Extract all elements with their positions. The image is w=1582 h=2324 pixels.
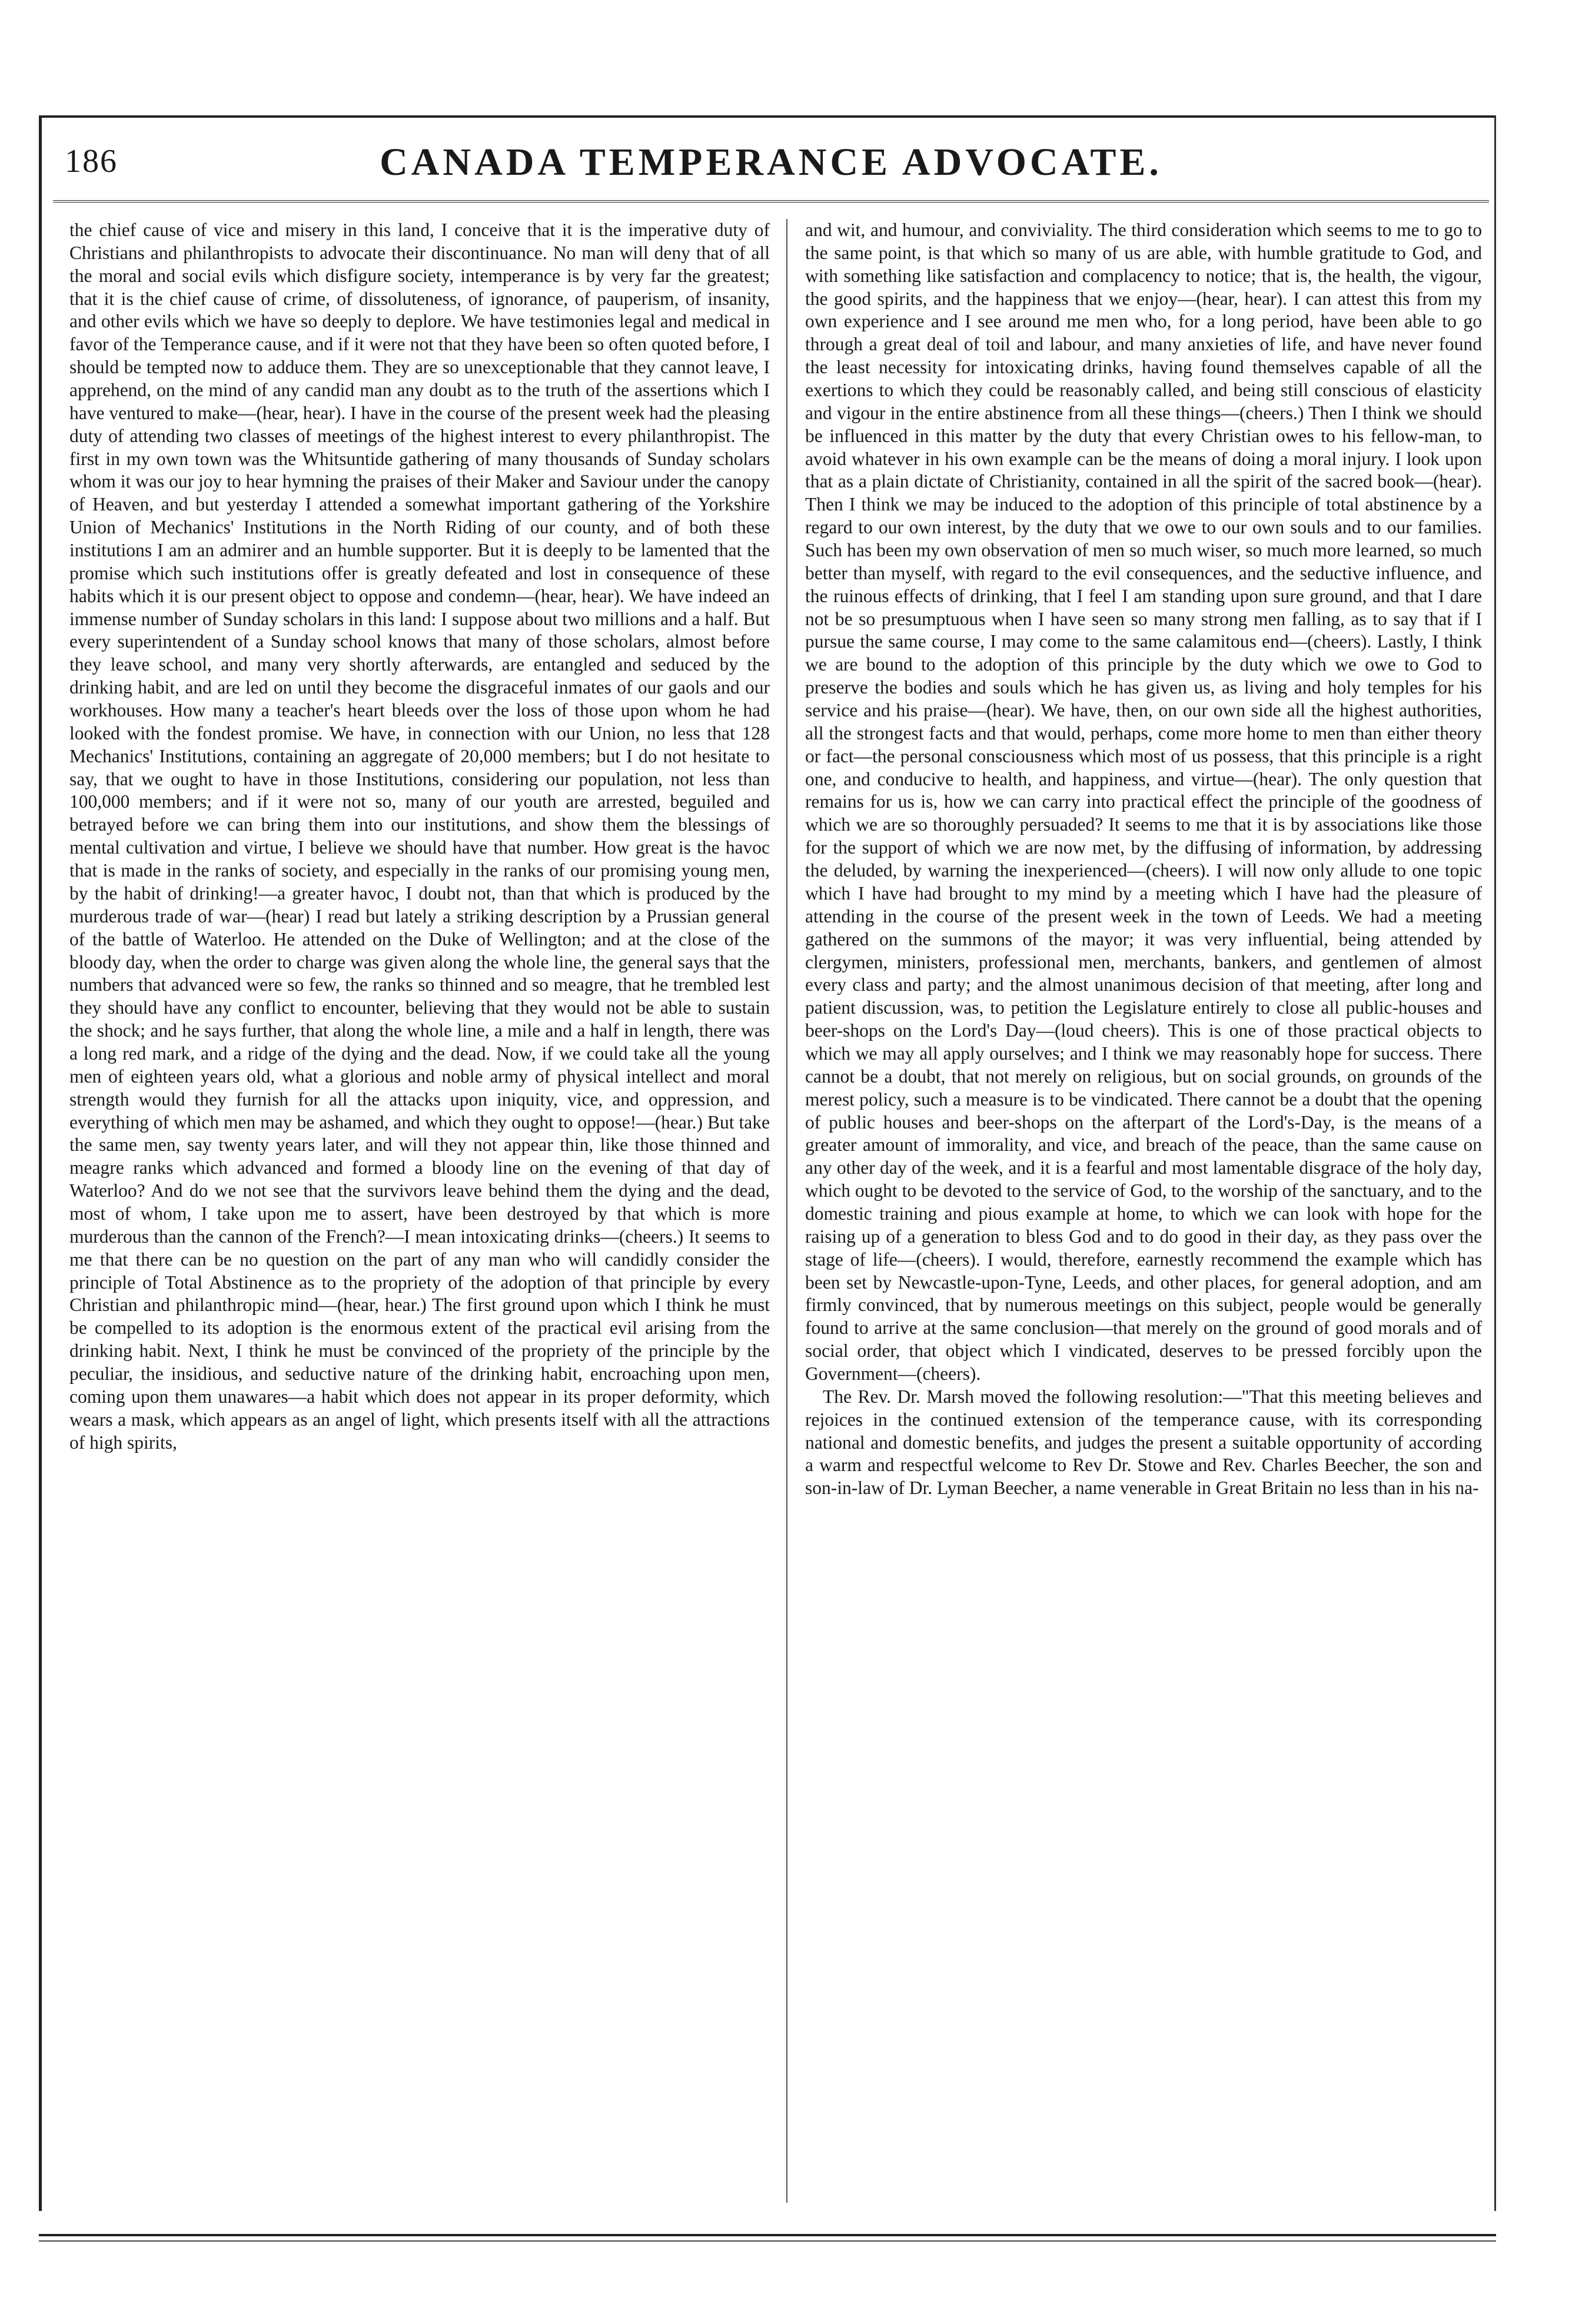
right-column [805,219,1482,2203]
journal-title: CANADA TEMPERANCE ADVOCATE. [380,141,1162,184]
right-column-paragraph-1: and wit, and humour, and conviviality. The third consideration which seems to me to go to the same point, is that which so many of us are able, with humble gratitude to God, and with something like satisfaction and complacency to notice; that is, the health, the vigour, the good spirits, and the happiness that we enjoy—(hear, hear). I can attest this from my own experience and I see around me men who, for a long period, have been able to go through a great deal of toil and labour, and many anxieties of life, and have never found the least necessity for intoxicating drinks, having found themselves capable of all the exertions to which they could be reasonably called, and being still conscious of elasticity and vigour in the entire abstinence from all these things—(cheers.) Then I think we should be influenced in this matter by the duty that every Christian owes to his fellow-man, to avoid whatever in his own example can be the means of doing a moral injury. I look upon that as a plain dictate of Christianity, contained in all the spirit of the sacred book—(hear). Then I think we may be induced to the adoption of this principle of total abstinence by a regard to our own interest, by the duty that we owe to our own souls and to our families. Such has been my own observation of men so much wiser, so much more learned, so much better than myself, with regard to the evil consequences, and the seductive influence, and the ruinous effects of drinking, that I feel I am standing upon sure ground, and that I dare not be so presumptuous when I have seen so many strong men falling, as to say that if I pursue the same course, I may come to the same calamitous end—(cheers). Lastly, I think we are bound to the adoption of this principle by the duty which we owe to God to preserve the bodies and souls which he has given us, as living and holy temples for his service and his praise—(hear). We have, then, on our own side all the highest authorities, all the strongest facts and that would, perhaps, come more home to men than either theory or fact—the personal consciousness which most of us possess, that this principle is a right one, and conducive to health, and happiness, and virtue—(hear). The only question that remains for us is, how we can carry into practical effect the principle of the goodness of which we are so thoroughly persuaded? It seems to me that it is by associations like those for the support of which we are now met, by the diffusing of information, by addressing the deluded, by warning the inexperienced—(cheers). I will now only allude to one topic which I have had brought to my mind by a meeting which I have had the pleasure of attending in the course of the present week in the town of Leeds. We had a meeting gathered on the summons of the mayor; it was very influential, being attended by clergymen, ministers, professional men, merchants, bankers, and gentlemen of almost every class and party; and the almost unanimous decision of that meeting, after long and patient discussion, was, to petition the Legislature entirely to close all public-houses and beer-shops on the Lord's Day—(loud cheers). This is one of those practical objects to which we may all apply ourselves; and I think we may reasonably hope for success. There cannot be a doubt, that not merely on religious, but on social grounds, on grounds of the merest policy, such a measure is to be vindicated. There cannot be a doubt that the opening of public houses and beer-shops on the afterpart of the Lord's-Day, is the means of a greater amount of immorality, and vice, and breach of the peace, than the same cause on any other day of the week, and it is a fearful and most lamentable disgrace of the holy day, which ought to be devoted to the service of God, to the worship of the sanctuary, and to the domestic training and pious example at home, to which we can look with hope for the raising up of a generation to bless God and to do good in their day, as they pass over the stage of life—(cheers). I would, therefore, earnestly recommend the example which has been set by Newcastle-upon-Tyne, Leeds, and other places, for general adoption, and am firmly convinced, that by numerous meetings on this subject, people would be generally found to arrive at the same conclusion—that merely on the ground of good morals and of social order, that object which I vindicated, deserves to be pressed forcibly upon the Government—(cheers). [805,220,1482,1384]
right-column-paragraph-2: The Rev. Dr. Marsh moved the following resolution:—"That this meeting believes and rejoices in the continued extension of the temperance cause, with its corresponding national and domestic benefits, and judges the present a suitable opportunity of according a warm and respectful welcome to Rev Dr. Stowe and Rev. Charles Beecher, the son and son-in-law of Dr. Lyman Beecher, a name venerable in Great Britain no less than in his na- [805,1386,1482,1499]
page-number: 186 [65,143,118,180]
bottom-rule [39,2234,1496,2236]
left-column-text: the chief cause of vice and misery in this land, I conceive that it is the imperative duty of Christians and philanthropists to advocate their discontinuance. No man will deny that of all the moral and social evils which disfigure society, intemperance is by very far the greatest; that it is the chief cause of crime, of dissoluteness, of ignorance, of pauperism, of insanity, and other evils which we have so deeply to deplore. We have testimonies legal and medical in favor of the Temperance cause, and if it were not that they have been so often quoted before, I should be tempted now to adduce them. They are so unexceptionable that they cannot leave, I apprehend, on the mind of any candid man any doubt as to the truth of the assertions which I have ventured to make—(hear, hear). I have in the course of the present week had the pleasing duty of attending two classes of meetings of the highest interest to every philanthropist. The first in my own town was the Whitsuntide gathering of many thousands of Sunday scholars whom it was our joy to hear hymning the praises of their Maker and Saviour under the canopy of Heaven, and but yesterday I attended a somewhat important gathering of the Yorkshire Union of Mechanics' Institutions in the North Riding of our county, and of both these institutions I am an admirer and an humble supporter. But it is deeply to be lamented that the promise which such institutions offer is greatly defeated and lost in consequence of these habits which it is our present object to oppose and condemn—(hear, hear). We have indeed an immense number of Sunday scholars in this land: I suppose about two millions and a half. But every superintendent of a Sunday school knows that many of those scholars, almost before they leave school, and many very shortly afterwards, are entangled and seduced by the drinking habit, and are led on until they become the disgraceful inmates of our gaols and our workhouses. How many a teacher's heart bleeds over the loss of those upon whom he had looked with the fondest promise. We have, in connection with our Union, no less that 128 Mechanics' Institutions, containing an aggregate of 20,000 members; but I do not hesitate to say, that we ought to have in those Institutions, considering our population, not less than 100,000 members; and if it were not so, many of our youth are arrested, beguiled and betrayed before we can bring them into our institutions, and show them the blessings of mental cultivation and virtue, I believe we should have that number. How great is the havoc that is made in the ranks of society, and especially in the ranks of our promising young men, by the habit of drinking!—a greater havoc, I doubt not, than that which is produced by the murderous trade of war—(hear) I read but lately a striking description by a Prussian general of the battle of Waterloo. He attended on the Duke of Wellington; and at the close of the bloody day, when the order to charge was given along the whole line, the general says that the numbers that advanced were so few, the ranks so thinned and so meagre, that he trembled lest they should have any conflict to encounter, believing that they would not be able to sustain the shock; and he says further, that along the whole line, a mile and a half in length, there was a long red mark, and a ridge of the dying and the dead. Now, if we could take all the young men of eighteen years old, what a glorious and noble army of physical intellect and moral strength would they furnish for all the attacks upon iniquity, vice, and oppression, and everything of which men may be ashamed, and which they ought to oppose!—(hear.) But take the same men, say twenty years later, and will they not appear thin, like those thinned and meagre ranks which advanced and formed a bloody line on the evening of that day of Waterloo? And do we not see that the survivors leave behind them the dying and the dead, most of whom, I take upon me to assert, have been destroyed by that which is more murderous than the cannon of the French?—I mean intoxicating drinks—(cheers.) It seems to me that there can be no question on the part of any man who will candidly consider the principle of Total Abstinence as to the propriety of the adoption of that principle by every Christian and philanthropic mind—(hear, hear.) The first ground upon which I think he must be compelled to its adoption is the enormous extent of the practical evil arising from the drinking habit. Next, I think he must be convinced of the propriety of the principle by the peculiar, the insidious, and seductive nature of the drinking habit, encroaching upon men, coming upon them unawares—a habit which does not appear in its proper deformity, which wears a mask, which appears as an angel of light, which presents itself with all the attractions of high spirits, [69,220,770,1453]
column-divider [786,219,787,2203]
left-column [69,219,770,2203]
page-header [53,135,1489,202]
bottom-rule-thin [39,2240,1496,2242]
